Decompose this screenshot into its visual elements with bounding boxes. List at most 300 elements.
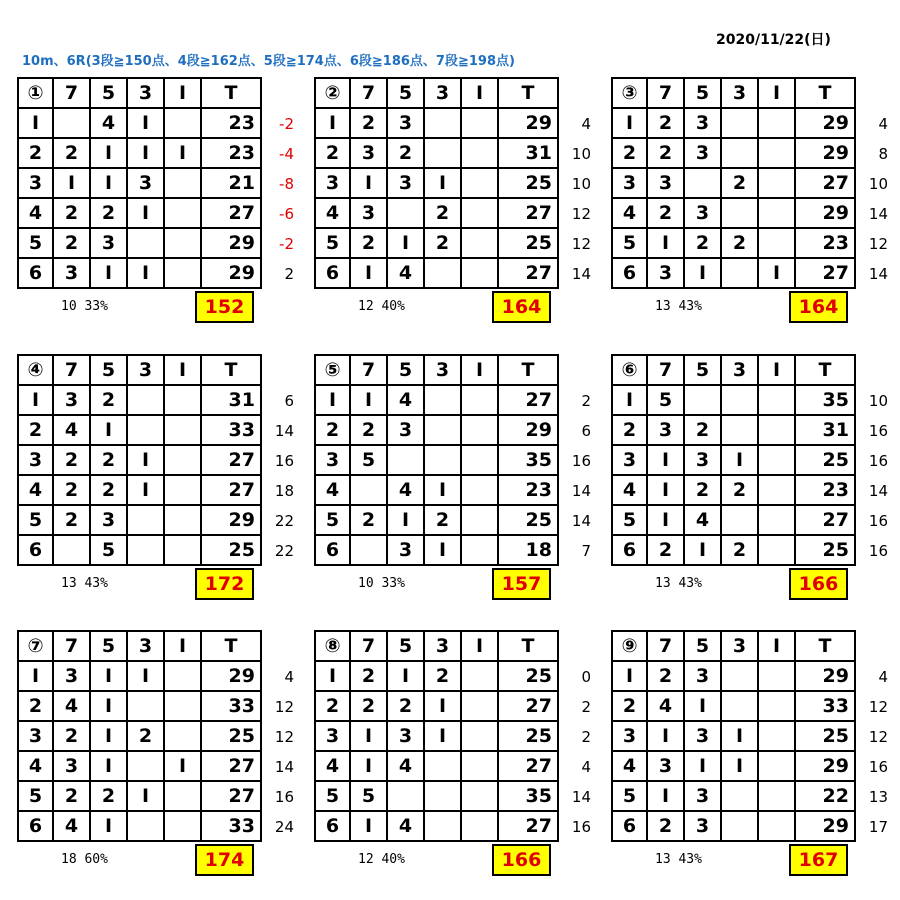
score-count-cell: I [90,258,127,288]
end-total-cell: 27 [795,168,855,198]
column-header: 7 [350,78,387,108]
table-header-row [315,355,558,385]
end-number-cell: 5 [315,781,350,811]
round-label: ④ [18,355,53,385]
column-header: T [201,631,261,661]
table-row [612,138,855,168]
table-row [18,505,261,535]
score-table [17,77,262,289]
round-total: 157 [492,568,551,600]
score-count-cell: I [53,168,90,198]
score-count-cell: 2 [424,661,461,691]
score-count-cell [684,385,721,415]
end-total-cell: 27 [201,781,261,811]
round-label: ③ [612,78,647,108]
column-header: I [461,78,498,108]
score-count-cell: I [350,751,387,781]
score-card-2 [314,77,591,318]
cumulative-diff: 14 [868,265,888,283]
score-count-cell [758,691,795,721]
cumulative-diff: 14 [274,758,294,776]
round-total: 166 [492,844,551,876]
end-number-cell: I [315,385,350,415]
score-count-cell: 4 [387,751,424,781]
table-row [612,661,855,691]
score-count-cell: 2 [647,138,684,168]
end-number-cell: 3 [612,721,647,751]
end-total-cell: 27 [498,198,558,228]
table-row [18,691,261,721]
cumulative-diff: 14 [571,482,591,500]
cumulative-diff: 13 [868,788,888,806]
end-number-cell: 5 [612,505,647,535]
end-total-cell: 25 [201,535,261,565]
score-count-cell [127,228,164,258]
end-total-cell: 25 [498,505,558,535]
end-number-cell: 2 [612,138,647,168]
score-count-cell: 3 [127,168,164,198]
score-count-cell: 2 [127,721,164,751]
score-count-cell: I [90,415,127,445]
column-header: 3 [424,631,461,661]
column-header: 7 [647,631,684,661]
end-number-cell: I [612,108,647,138]
end-total-cell: 27 [498,751,558,781]
end-number-cell: 4 [612,475,647,505]
table-row [612,228,855,258]
table-row [315,781,558,811]
cumulative-diff: 22 [274,542,294,560]
score-table [314,630,559,842]
column-header: 5 [387,355,424,385]
score-count-cell: 3 [387,168,424,198]
end-number-cell: 3 [612,168,647,198]
cumulative-diff: -2 [279,115,294,133]
table-row [612,535,855,565]
score-count-cell: I [90,721,127,751]
table-row [18,751,261,781]
rank-criteria-subtitle: 10m、6R(3段≧150点、4段≧162点、5段≧174点、6段≧186点、7段≧198点) [22,54,515,69]
score-count-cell: I [90,138,127,168]
score-count-cell: I [647,781,684,811]
score-count-cell [424,811,461,841]
cumulative-diff: 14 [868,205,888,223]
end-total-cell: 25 [498,228,558,258]
column-header: I [164,355,201,385]
score-count-cell [758,445,795,475]
score-count-cell [461,385,498,415]
score-count-cell: 4 [387,475,424,505]
end-total-cell: 29 [795,138,855,168]
score-count-cell: I [684,535,721,565]
score-count-cell: I [350,168,387,198]
cumulative-diff: 2 [284,265,294,283]
end-number-cell: I [18,661,53,691]
end-number-cell: I [18,385,53,415]
column-header: I [758,631,795,661]
column-header: T [795,78,855,108]
score-count-cell [461,811,498,841]
column-header: 5 [684,78,721,108]
score-count-cell [758,781,795,811]
score-count-cell: 2 [53,475,90,505]
end-number-cell: 4 [315,751,350,781]
score-count-cell [461,505,498,535]
score-count-cell: 2 [350,108,387,138]
end-total-cell: 29 [795,108,855,138]
end-total-cell: 27 [795,258,855,288]
hit-summary: 10 33% [358,576,405,591]
round-total: 166 [789,568,848,600]
score-count-cell: I [721,751,758,781]
score-count-cell [684,168,721,198]
table-row [612,385,855,415]
table-row [612,198,855,228]
end-number-cell: 4 [315,198,350,228]
table-row [18,811,261,841]
score-count-cell: I [721,721,758,751]
score-card-4 [17,354,294,595]
end-total-cell: 25 [201,721,261,751]
score-count-cell: 2 [350,661,387,691]
end-number-cell: I [315,661,350,691]
score-count-cell: 2 [721,228,758,258]
score-count-cell [461,781,498,811]
end-number-cell: 2 [315,691,350,721]
end-number-cell: 5 [612,781,647,811]
table-row [612,445,855,475]
score-card-5 [314,354,591,595]
score-count-cell: 2 [684,415,721,445]
score-count-cell [461,445,498,475]
round-total: 164 [492,291,551,323]
cumulative-diff: 8 [878,145,888,163]
score-count-cell [461,415,498,445]
cumulative-diff: 17 [868,818,888,836]
cumulative-diff: 14 [868,482,888,500]
table-row [18,258,261,288]
cumulative-diff: 6 [284,392,294,410]
end-number-cell: 3 [315,168,350,198]
end-number-cell: 2 [612,691,647,721]
score-count-cell [461,661,498,691]
cumulative-diff: 12 [571,235,591,253]
column-header: T [498,355,558,385]
score-count-cell [721,505,758,535]
column-header: 5 [90,355,127,385]
table-row [315,415,558,445]
score-count-cell: I [424,475,461,505]
end-total-cell: 33 [201,811,261,841]
end-total-cell: 18 [498,535,558,565]
cumulative-diff: 14 [274,422,294,440]
round-total: 164 [789,291,848,323]
end-number-cell: 2 [612,415,647,445]
end-number-cell: 3 [18,168,53,198]
cumulative-diff: 12 [868,728,888,746]
end-number-cell: 4 [18,198,53,228]
table-header-row [18,78,261,108]
column-header: 5 [684,355,721,385]
score-count-cell: I [90,751,127,781]
score-count-cell: 4 [53,415,90,445]
column-header: T [795,355,855,385]
end-total-cell: 29 [795,811,855,841]
table-header-row [612,631,855,661]
score-count-cell [758,661,795,691]
cumulative-diff: 16 [868,542,888,560]
table-row [18,138,261,168]
score-count-cell [164,228,201,258]
score-count-cell [164,691,201,721]
column-header: T [795,631,855,661]
score-card-1 [17,77,294,318]
end-number-cell: 4 [612,198,647,228]
column-header: 5 [684,631,721,661]
score-count-cell [164,385,201,415]
column-header: I [758,78,795,108]
table-row [612,505,855,535]
round-total: 167 [789,844,848,876]
score-count-cell: I [424,721,461,751]
hit-summary: 10 33% [61,299,108,314]
score-count-cell: I [90,811,127,841]
score-count-cell: 2 [53,138,90,168]
score-count-cell: 2 [53,228,90,258]
cumulative-diff: 4 [581,758,591,776]
score-count-cell [758,811,795,841]
end-total-cell: 22 [795,781,855,811]
round-label: ⑧ [315,631,350,661]
table-row [18,781,261,811]
score-count-cell [721,415,758,445]
end-number-cell: 6 [612,811,647,841]
table-row [315,228,558,258]
score-count-cell [721,108,758,138]
score-count-cell [758,385,795,415]
end-total-cell: 27 [498,258,558,288]
score-count-cell [758,721,795,751]
hit-summary: 13 43% [655,852,702,867]
score-card-6 [611,354,888,595]
end-number-cell: 5 [612,228,647,258]
column-header: 7 [53,631,90,661]
end-number-cell: 6 [315,811,350,841]
score-count-cell: 2 [90,445,127,475]
table-row [612,811,855,841]
end-total-cell: 29 [201,258,261,288]
score-count-cell [127,691,164,721]
score-count-cell [387,445,424,475]
score-count-cell [127,385,164,415]
cumulative-diff: 16 [571,818,591,836]
score-count-cell [424,258,461,288]
column-header: I [461,355,498,385]
score-count-cell [164,258,201,288]
table-header-row [18,631,261,661]
table-row [612,691,855,721]
column-header: 3 [721,355,758,385]
end-total-cell: 27 [795,505,855,535]
end-number-cell: 3 [18,721,53,751]
end-total-cell: 27 [201,751,261,781]
score-card-9 [611,630,888,871]
score-count-cell: 3 [53,258,90,288]
score-count-cell [164,475,201,505]
score-count-cell: 2 [53,505,90,535]
column-header: T [498,78,558,108]
score-count-cell [53,535,90,565]
table-header-row [315,631,558,661]
score-count-cell: 2 [424,198,461,228]
cumulative-diff: 10 [868,392,888,410]
score-count-cell: I [127,198,164,228]
cumulative-diff: 16 [274,788,294,806]
score-count-cell: 2 [424,228,461,258]
column-header: I [758,355,795,385]
end-number-cell: 2 [18,138,53,168]
end-total-cell: 21 [201,168,261,198]
cumulative-diff: 16 [868,758,888,776]
end-total-cell: 29 [795,661,855,691]
cumulative-diff: 0 [581,668,591,686]
table-row [18,661,261,691]
score-count-cell [53,108,90,138]
cumulative-diff: 12 [571,205,591,223]
score-count-cell: 2 [350,415,387,445]
score-count-cell [164,721,201,751]
cumulative-diff: -2 [279,235,294,253]
score-table [611,354,856,566]
end-total-cell: 23 [795,228,855,258]
score-count-cell: 2 [721,168,758,198]
score-count-cell: I [127,108,164,138]
round-total: 174 [195,844,254,876]
score-count-cell: 2 [90,198,127,228]
score-count-cell [461,198,498,228]
score-count-cell [127,505,164,535]
end-total-cell: 27 [498,385,558,415]
score-count-cell: 2 [721,535,758,565]
column-header: 7 [350,355,387,385]
end-total-cell: 23 [498,475,558,505]
score-count-cell: 2 [53,445,90,475]
end-number-cell: I [315,108,350,138]
score-count-cell: 2 [647,661,684,691]
score-count-cell [461,108,498,138]
score-count-cell: 3 [647,258,684,288]
score-count-cell: 2 [53,198,90,228]
score-count-cell: I [424,691,461,721]
score-count-cell: 3 [684,811,721,841]
column-header: 3 [127,631,164,661]
score-count-cell: 5 [350,445,387,475]
cumulative-diff: 2 [581,392,591,410]
end-total-cell: 29 [498,108,558,138]
table-row [315,198,558,228]
end-total-cell: 25 [498,721,558,751]
cumulative-diff: 24 [274,818,294,836]
table-row [315,751,558,781]
end-number-cell: I [612,661,647,691]
end-number-cell: 3 [18,445,53,475]
score-count-cell: I [90,168,127,198]
score-count-cell [721,691,758,721]
score-count-cell: I [127,445,164,475]
end-number-cell: 2 [18,415,53,445]
score-count-cell: 2 [350,691,387,721]
score-count-cell: I [350,258,387,288]
score-count-cell: 3 [53,751,90,781]
round-label: ⑨ [612,631,647,661]
end-total-cell: 33 [795,691,855,721]
cumulative-diff: 4 [878,668,888,686]
end-total-cell: 25 [498,661,558,691]
column-header: 7 [53,78,90,108]
end-number-cell: 4 [612,751,647,781]
column-header: 5 [90,78,127,108]
end-total-cell: 27 [201,475,261,505]
score-count-cell [387,198,424,228]
column-header: I [164,78,201,108]
score-count-cell [164,168,201,198]
score-count-cell [424,751,461,781]
score-count-cell [758,535,795,565]
end-total-cell: 29 [201,228,261,258]
score-count-cell: 2 [90,475,127,505]
score-count-cell [424,138,461,168]
end-total-cell: 25 [498,168,558,198]
score-count-cell [127,535,164,565]
score-count-cell [461,751,498,781]
score-count-cell [758,228,795,258]
hit-summary: 13 43% [61,576,108,591]
score-count-cell: 3 [387,721,424,751]
score-card-8 [314,630,591,871]
column-header: 3 [424,78,461,108]
end-number-cell: 6 [612,258,647,288]
score-count-cell: I [350,811,387,841]
score-count-cell: I [424,168,461,198]
score-count-cell: 3 [53,661,90,691]
column-header: 5 [387,78,424,108]
end-total-cell: 31 [498,138,558,168]
end-number-cell: 4 [18,475,53,505]
table-header-row [18,355,261,385]
cumulative-diff: 16 [868,422,888,440]
hit-summary: 18 60% [61,852,108,867]
cumulative-diff: 4 [581,115,591,133]
score-count-cell [164,505,201,535]
end-number-cell: 5 [315,228,350,258]
end-total-cell: 29 [795,198,855,228]
score-count-cell [758,415,795,445]
column-header: T [498,631,558,661]
end-number-cell: 5 [18,228,53,258]
table-row [315,108,558,138]
column-header: 7 [647,78,684,108]
round-label: ⑥ [612,355,647,385]
hit-summary: 13 43% [655,576,702,591]
cumulative-diff: 14 [571,265,591,283]
score-count-cell [164,198,201,228]
score-count-cell [424,781,461,811]
score-count-cell [424,415,461,445]
score-count-cell: I [647,475,684,505]
table-row [612,168,855,198]
end-number-cell: 3 [315,721,350,751]
score-count-cell: 4 [387,811,424,841]
